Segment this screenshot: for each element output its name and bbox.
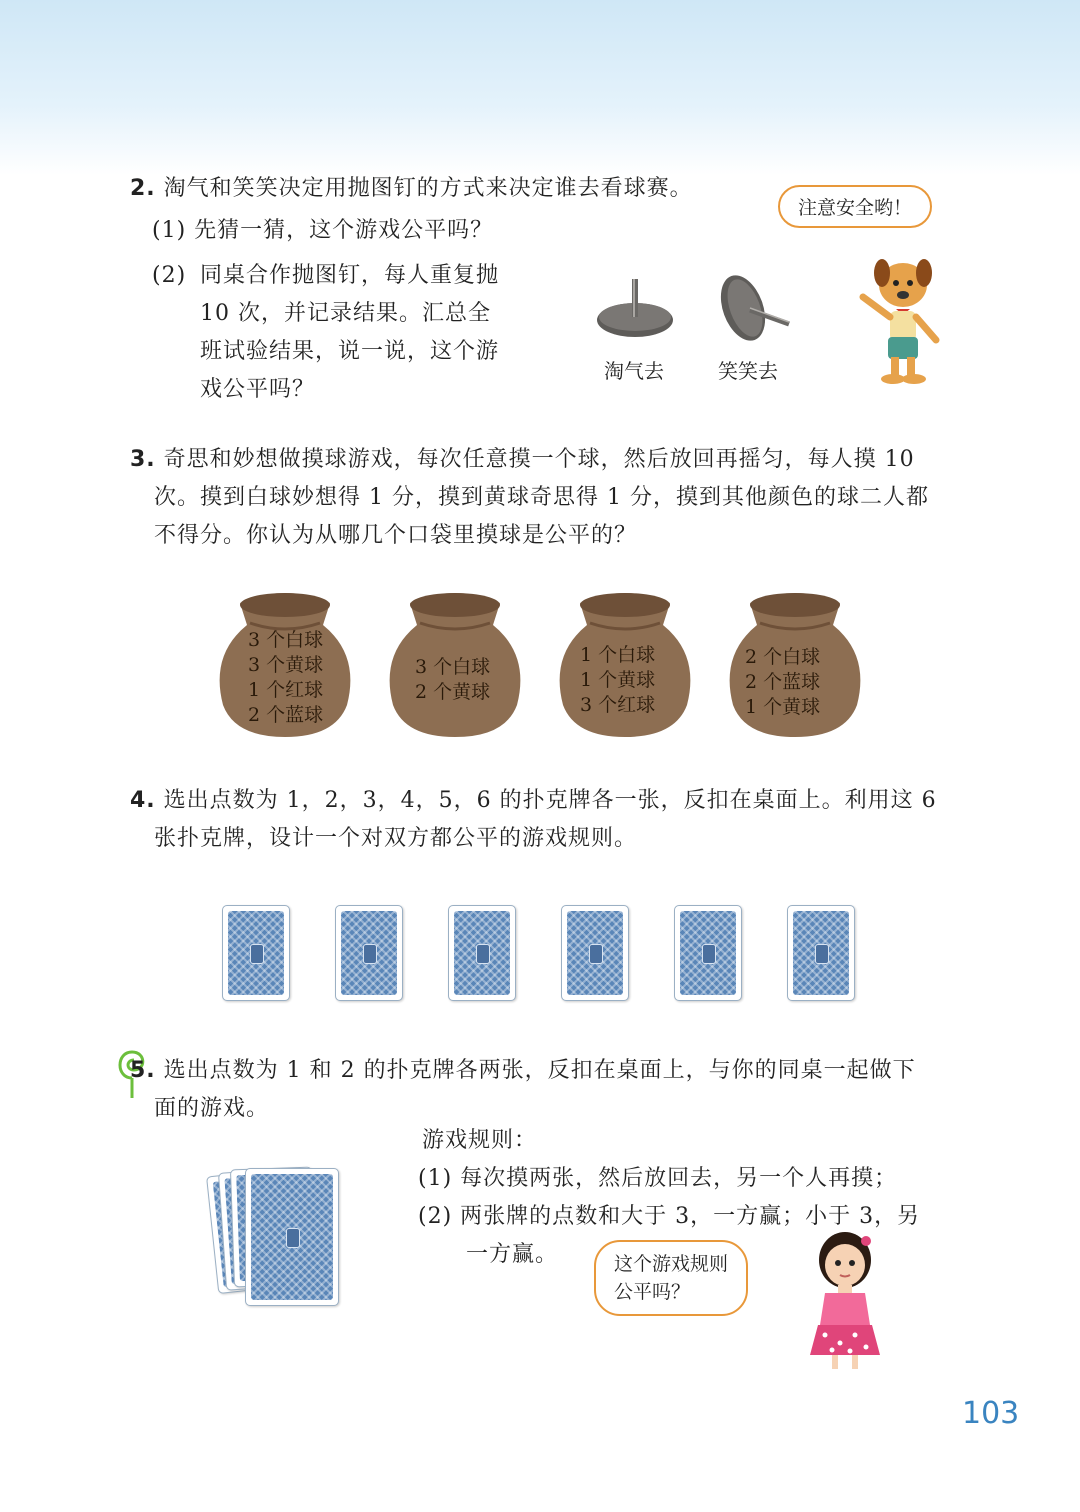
q2-sub1 [152,212,493,250]
q4-line: 张扑克牌，设计一个对双方都公平的游戏规则。 [154,826,638,851]
rule-1-text: 每次摸两张，然后放回去，另一个人再摸； [460,1166,898,1191]
dog-speech-bubble: 注意安全哟！ [778,185,932,228]
q4-number: 4. [130,788,156,813]
bag-item: 3 个红球 [580,694,656,716]
q2-sub1-tag: (1) [152,218,187,243]
bag-4-contents [745,645,820,720]
q4-text [130,782,960,858]
q5-number: 5. [130,1058,156,1083]
fanned-card-front [245,1168,339,1306]
q4-line: 选出点数为 1，2，3，4，5，6 的扑克牌各一张，反扣在桌面上。利用这 6 [163,788,937,813]
bag-item: 3 个黄球 [248,654,324,676]
bubble-line: 这个游戏规则 [614,1253,729,1275]
q2-sub2-line: 同桌合作抛图钉，每人重复抛 [200,263,500,288]
bag-item: 2 个白球 [745,646,821,668]
bag-item: 2 个黄球 [415,681,491,703]
q5-line: 选出点数为 1 和 2 的扑克牌各两张，反扣在桌面上，与你的同桌一起做下 [163,1058,916,1083]
card-back [448,905,516,1001]
bag-3-contents [580,643,655,718]
bag-item: 1 个黄球 [745,696,821,718]
q2-sub1-text: 先猜一猜，这个游戏公平吗？ [194,218,494,243]
q5-text [130,1052,960,1128]
q2-sub2-text [200,257,530,409]
card-back [335,905,403,1001]
bag-1-contents [248,628,323,728]
q2-number: 2. [130,176,156,201]
rules-title: 游戏规则： [422,1128,538,1153]
q3-line: 不得分。你认为从哪几个口袋里摸球是公平的？ [154,523,638,548]
q2-sub2-tag: (2) [152,263,187,288]
card-back [222,905,290,1001]
q3-line: 奇思和妙想做摸球游戏，每次任意摸一个球，然后放回再摇匀，每人摸 10 [163,447,915,472]
girl-character-image [800,1225,890,1375]
rule-1-tag: (1) [418,1166,453,1191]
girl-speech-bubble [594,1240,748,1316]
header-band [0,0,1080,175]
card-back [674,905,742,1001]
rule-1 [418,1160,897,1198]
q3-text [130,441,960,555]
q2-text: 淘气和笑笑决定用抛图钉的方式来决定谁去看球赛。 [163,176,693,201]
q5-line: 面的游戏。 [154,1096,270,1121]
bubble-line: 公平吗？ [614,1281,691,1303]
q2-sub2-line: 班试验结果，说一说，这个游 [200,339,500,364]
rule-2-text: 两张牌的点数和大于 3，一方赢；小于 3，另 [460,1204,921,1229]
page-number: 103 [962,1396,1020,1431]
q3-line: 次。摸到白球妙想得 1 分，摸到黄球奇思得 1 分，摸到其他颜色的球二人都 [154,485,929,510]
rule-2-continued: 一方赢。 [466,1242,559,1267]
q3-number: 3. [130,447,156,472]
q2-sub2-line: 戏公平吗？ [200,377,316,402]
bag-item: 1 个黄球 [580,669,656,691]
bag-item: 3 个白球 [248,629,324,651]
rule-2-tag: (2) [418,1204,453,1229]
pin-label-taoqi: 淘气去 [604,359,664,383]
q2-sub2-line: 10 次，并记录结果。汇总全 [200,301,491,326]
bag-2-contents [415,655,490,705]
thumbtack-upright-image [590,275,680,345]
bag-item: 1 个白球 [580,644,656,666]
bag-item: 2 个蓝球 [745,671,821,693]
bag-item: 3 个白球 [415,656,491,678]
dog-mascot-image [848,245,958,390]
bag-item: 1 个红球 [248,679,324,701]
pin-label-xiaoxiao: 笑笑去 [718,359,778,383]
card-back [787,905,855,1001]
thumbtack-sideways-image [705,268,795,348]
q2-heading [130,170,750,208]
bag-item: 2 个蓝球 [248,704,324,726]
card-back [561,905,629,1001]
